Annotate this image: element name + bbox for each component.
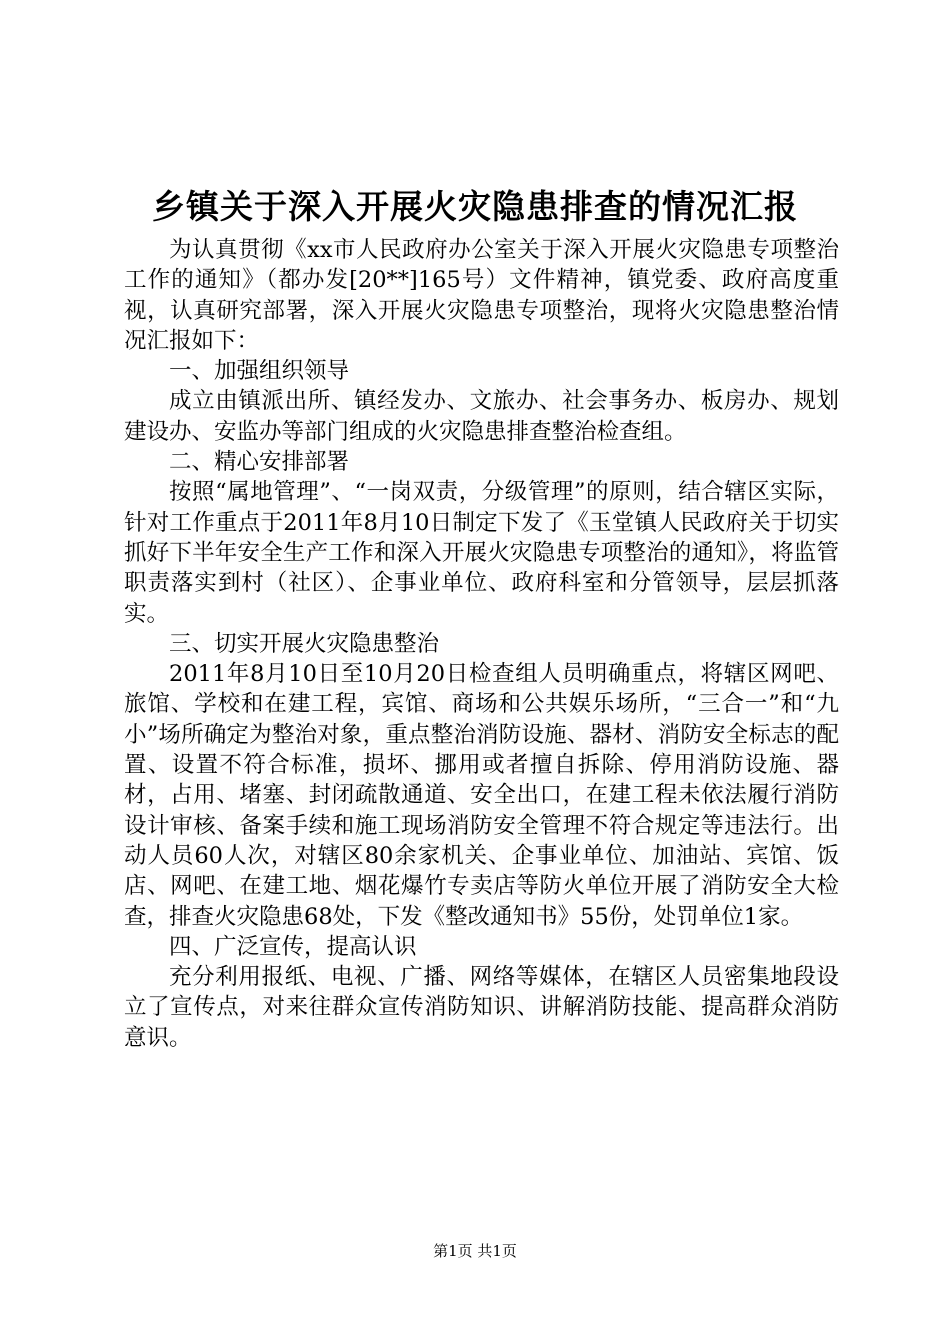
section-paragraph-1: 成立由镇派出所、镇经发办、文旅办、社会事务办、板房办、规划建设办、安监办等部门组成的火灾隐患排查整治检查组。 bbox=[124, 388, 839, 445]
document-title: 乡镇关于深入开展火灾隐患排查的情况汇报 bbox=[152, 187, 798, 226]
section-paragraph-4: 充分利用报纸、电视、广播、网络等媒体，在辖区人员密集地段设立了宣传点，对来往群众宣传消防知识、讲解消防技能、提高群众消防意识。 bbox=[124, 964, 839, 1051]
section-heading-3: 三、切实开展火灾隐患整治 bbox=[169, 630, 440, 657]
page-footer: 第1页 共1页 bbox=[433, 1242, 517, 1260]
section-paragraph-3: 2011年8月10日至10月20日检查组人员明确重点，将辖区网吧、旅馆、学校和在建工程，宾馆、商场和公共娱乐场所，“三合一”和“九小”场所确定为整治对象，重点整治消防设施、器材、消防安全标志的配置、设置不符合标准，损坏、挪用或者擅自拆除、停用消防设施、器材，占用、堵塞、封闭疏散通道、安全出口，在建工程未依法履行消防设计审核、备案手续和施工现场消防安全管理不符合规定等违法行。出动人员60人次，对辖区80余家机关、企事业单位、加油站、宾馆、饭店、网吧、在建工地、烟花爆竹专卖店等防火单位开展了消防安全大检查，排查火灾隐患68处，下发《整改通知书》55份，处罚单位1家。 bbox=[124, 661, 839, 930]
intro-paragraph: 为认真贯彻《xx市人民政府办公室关于深入开展火灾隐患专项整治工作的通知》（都办发[20**]165号）文件精神，镇党委、政府高度重视，认真研究部署，深入开展火灾隐患专项整治，现将火灾隐患整治情况汇报如下： bbox=[124, 237, 839, 354]
section-paragraph-2: 按照“属地管理”、“一岗双责，分级管理”的原则，结合辖区实际，针对工作重点于2011年8月10日制定下发了《玉堂镇人民政府关于切实抓好下半年安全生产工作和深入开展火灾隐患专项整治的通知》，将监管职责落实到村（社区）、企事业单位、政府科室和分管领导，层层抓落实。 bbox=[124, 479, 839, 627]
document-body bbox=[124, 235, 839, 1053]
section-heading-4: 四、广泛宣传，提高认识 bbox=[169, 933, 417, 960]
section-heading-1: 一、加强组织领导 bbox=[169, 358, 350, 385]
section-heading-2: 二、精心安排部署 bbox=[169, 449, 350, 476]
